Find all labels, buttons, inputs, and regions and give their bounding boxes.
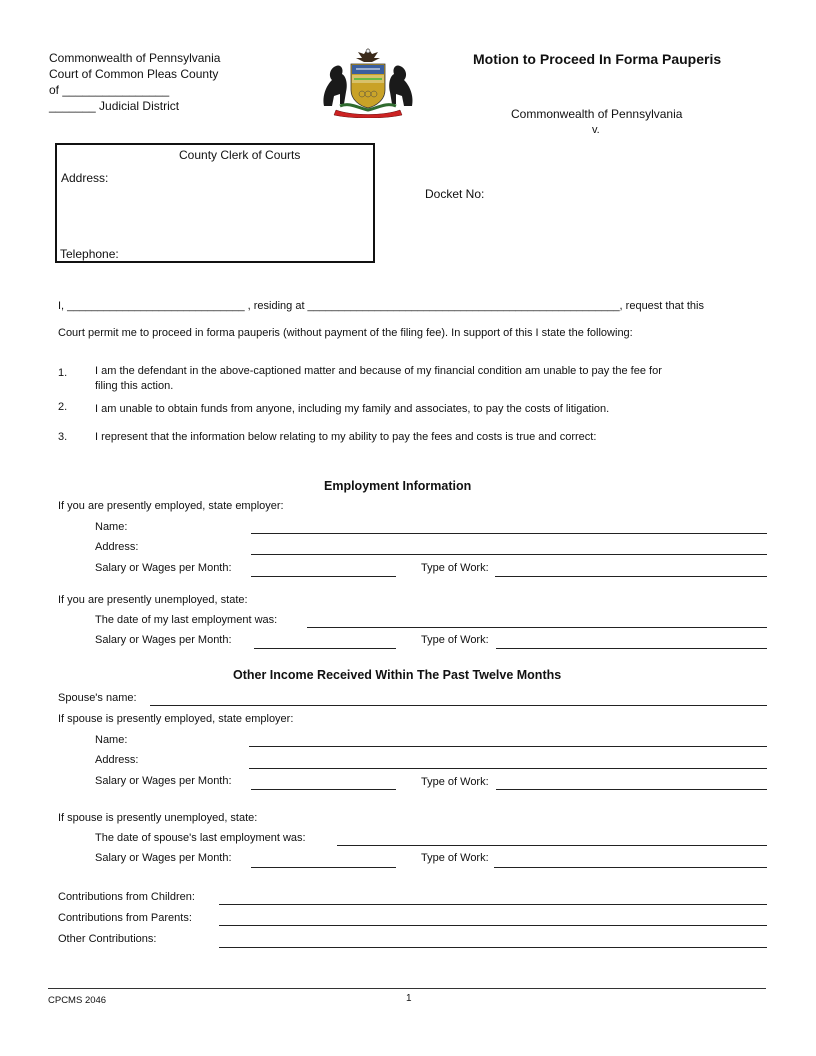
employed-prompt: If you are presently employed, state employer: (58, 500, 284, 512)
type-of-work-label: Type of Work: (421, 634, 489, 646)
court-header-line-2: Court of Common Pleas County (49, 67, 219, 81)
spouse-name-label: Spouse's name: (58, 692, 137, 704)
spouse-type-of-work-field[interactable] (496, 789, 767, 790)
caption-plaintiff: Commonwealth of Pennsylvania (511, 107, 683, 121)
pennsylvania-coat-of-arms-icon (318, 46, 418, 118)
employer-name-label: Name: (95, 521, 128, 533)
type-of-work-field[interactable] (495, 576, 767, 577)
spouse-salary-field[interactable] (251, 789, 396, 790)
spouse-last-salary-field[interactable] (251, 867, 396, 868)
contributions-children-label: Contributions from Children: (58, 891, 195, 903)
clerk-box-title: County Clerk of Courts (179, 148, 301, 162)
statement-line-1: I, _____________________________ , residing at ___________________________________________________, request that this (58, 300, 704, 312)
clerk-address-label: Address: (61, 171, 109, 185)
salary-field[interactable] (251, 576, 396, 577)
court-header-line-1: Commonwealth of Pennsylvania (49, 51, 221, 65)
spouse-employer-address-field[interactable] (249, 768, 767, 769)
spouse-name-field[interactable] (150, 705, 767, 706)
item-number: 3. (58, 431, 68, 443)
other-contributions-field[interactable] (219, 947, 767, 948)
last-type-of-work-field[interactable] (496, 648, 767, 649)
salary-label: Salary or Wages per Month: (95, 852, 232, 864)
type-of-work-label: Type of Work: (421, 562, 489, 574)
clerk-of-courts-box (55, 143, 375, 263)
unemployed-prompt: If you are presently unemployed, state: (58, 594, 248, 606)
last-employment-date-label: The date of my last employment was: (95, 614, 278, 626)
employer-address-field[interactable] (251, 554, 767, 555)
spouse-last-employment-date-label: The date of spouse's last employment was: (95, 832, 306, 844)
item-text-continued: filing this action. (95, 380, 174, 392)
last-salary-field[interactable] (254, 648, 396, 649)
contributions-children-field[interactable] (219, 904, 767, 905)
salary-label: Salary or Wages per Month: (95, 634, 232, 646)
type-of-work-label: Type of Work: (421, 852, 489, 864)
item-text: I am unable to obtain funds from anyone, including my family and associates, to pay the costs of litigation. (95, 403, 610, 415)
contributions-parents-label: Contributions from Parents: (58, 912, 192, 924)
item-number: 2. (58, 401, 68, 413)
caption-versus: v. (592, 124, 600, 136)
employer-name-field[interactable] (251, 533, 767, 534)
document-title: Motion to Proceed In Forma Pauperis (473, 51, 722, 67)
spouse-unemployed-prompt: If spouse is presently unemployed, state: (58, 812, 258, 824)
item-number: 1. (58, 367, 68, 379)
salary-label: Salary or Wages per Month: (95, 562, 232, 574)
page-number: 1 (406, 993, 412, 1004)
docket-number-label: Docket No: (425, 187, 485, 201)
court-header-line-3: of ________________ (49, 83, 170, 97)
item-text: I am the defendant in the above-captioned matter and because of my financial condition am unable to pay the fee for (95, 365, 662, 377)
spouse-employer-name-field[interactable] (249, 746, 767, 747)
clerk-telephone-label: Telephone: (60, 247, 119, 261)
employer-address-label: Address: (95, 541, 139, 553)
spouse-employed-prompt: If spouse is presently employed, state employer: (58, 713, 294, 725)
footer-divider (48, 988, 766, 989)
item-text: I represent that the information below relating to my ability to pay the fees and costs is true and correct: (95, 431, 597, 443)
type-of-work-label: Type of Work: (421, 776, 489, 788)
other-contributions-label: Other Contributions: (58, 933, 157, 945)
contributions-parents-field[interactable] (219, 925, 767, 926)
spouse-last-type-of-work-field[interactable] (494, 867, 767, 868)
last-employment-date-field[interactable] (307, 627, 767, 628)
spouse-employer-name-label: Name: (95, 734, 128, 746)
salary-label: Salary or Wages per Month: (95, 775, 232, 787)
court-header-line-4: _______ Judicial District (49, 99, 180, 113)
spouse-last-employment-date-field[interactable] (337, 845, 767, 846)
form-id: CPCMS 2046 (48, 995, 107, 1006)
spouse-employer-address-label: Address: (95, 754, 139, 766)
other-income-heading: Other Income Received Within The Past Twelve Months (233, 668, 562, 682)
statement-line-2: Court permit me to proceed in forma pauperis (without payment of the filing fee). In support of this I state the following: (58, 327, 633, 339)
employment-heading: Employment Information (324, 479, 472, 493)
